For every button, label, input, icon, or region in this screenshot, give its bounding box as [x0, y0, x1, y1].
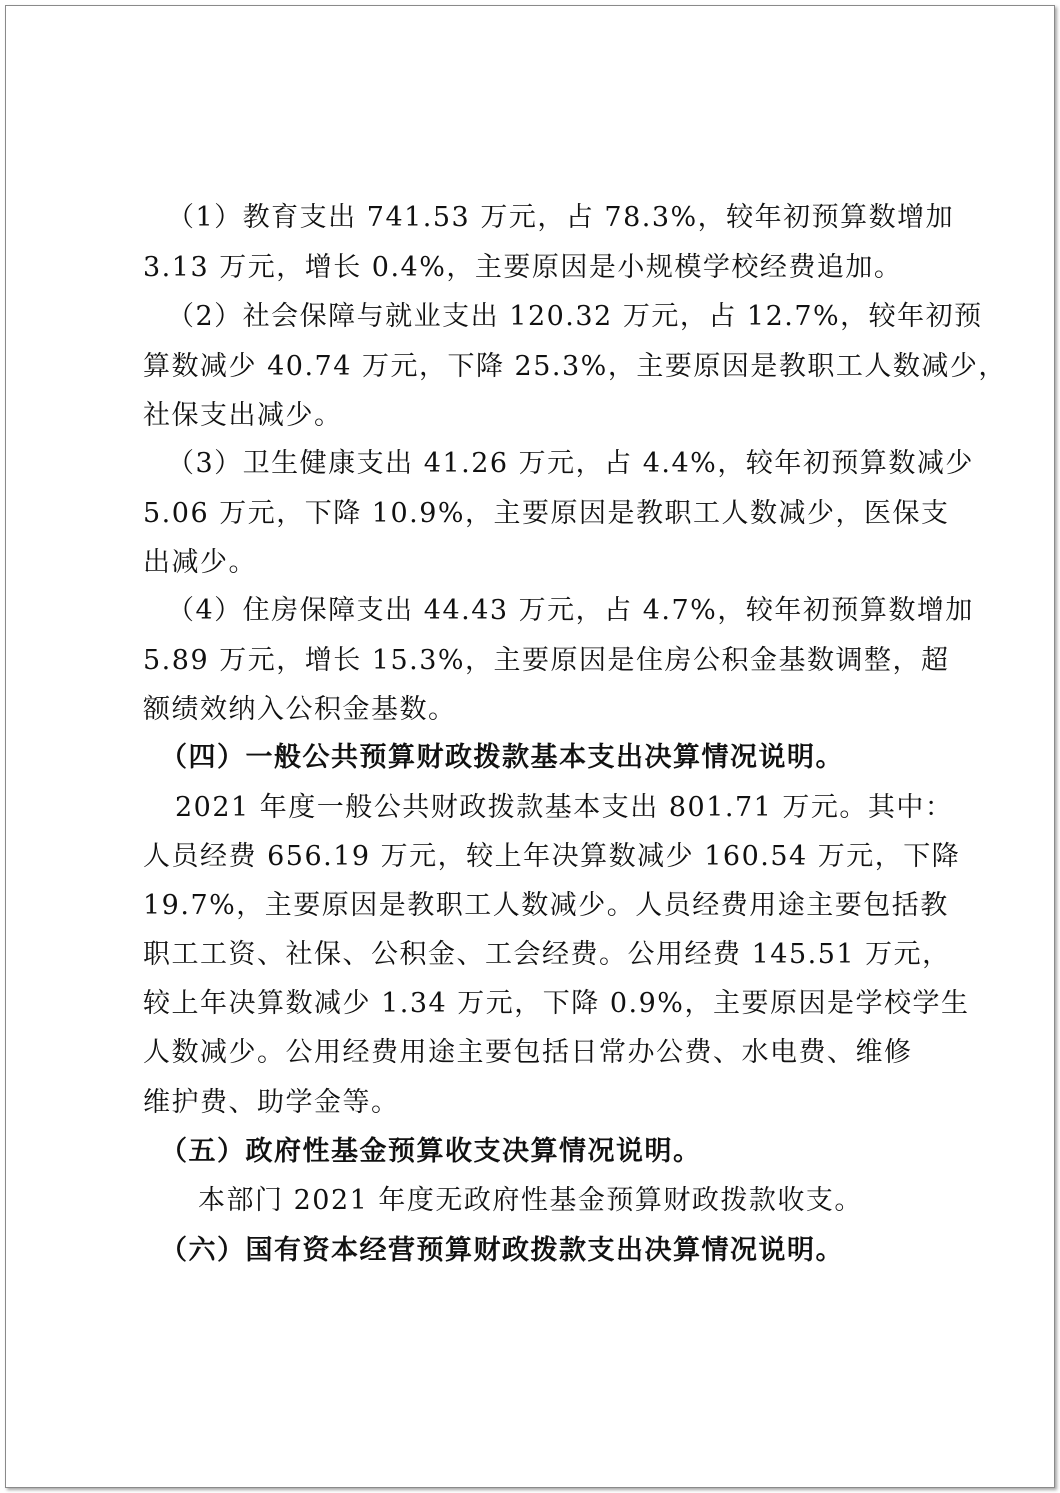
para-basic-expenditure-line-4: 职工工资、社保、公积金、工会经费。公用经费 145.51 万元， — [143, 939, 951, 970]
para-basic-expenditure-line-2: 人员经费 656.19 万元，较上年决算数减少 160.54 万元，下降 — [143, 841, 961, 872]
para-basic-expenditure-line-1: 2021 年度一般公共财政拨款基本支出 801.71 万元。其中： — [175, 792, 954, 823]
section-heading-5: （五）政府性基金预算收支决算情况说明。 — [160, 1136, 702, 1167]
section-heading-6: （六）国有资本经营预算财政拨款支出决算情况说明。 — [160, 1235, 844, 1266]
para-health-line-3: 出减少。 — [143, 547, 257, 578]
para-housing-line-3: 额绩效纳入公积金基数。 — [143, 694, 457, 725]
para-social-security-line-3: 社保支出减少。 — [143, 400, 343, 431]
para-basic-expenditure-line-7: 维护费、助学金等。 — [143, 1087, 400, 1118]
para-housing-line-1: （4）住房保障支出 44.43 万元，占 4.7%，较年初预算数增加 — [167, 595, 974, 626]
para-basic-expenditure-line-6: 人数减少。公用经费用途主要包括日常办公费、水电费、维修 — [143, 1037, 913, 1068]
section-heading-4: （四）一般公共预算财政拨款基本支出决算情况说明。 — [160, 742, 844, 773]
para-health-line-2: 5.06 万元，下降 10.9%，主要原因是教职工人数减少，医保支 — [143, 498, 950, 529]
para-education-line-1: （1）教育支出 741.53 万元，占 78.3%，较年初预算数增加 — [167, 202, 955, 233]
para-basic-expenditure-line-3: 19.7%，主要原因是教职工人数减少。人员经费用途主要包括教 — [143, 890, 949, 921]
para-education-line-2: 3.13 万元，增长 0.4%，主要原因是小规模学校经费追加。 — [143, 252, 903, 283]
para-housing-line-2: 5.89 万元，增长 15.3%，主要原因是住房公积金基数调整，超 — [143, 645, 950, 676]
para-government-fund: 本部门 2021 年度无政府性基金预算财政拨款收支。 — [198, 1185, 863, 1216]
para-social-security-line-1: （2）社会保障与就业支出 120.32 万元，占 12.7%，较年初预 — [167, 301, 983, 332]
para-basic-expenditure-line-5: 较上年决算数减少 1.34 万元，下降 0.9%，主要原因是学校学生 — [143, 988, 970, 1019]
para-social-security-line-2: 算数减少 40.74 万元，下降 25.3%，主要原因是教职工人数减少， — [143, 351, 1007, 382]
para-health-line-1: （3）卫生健康支出 41.26 万元，占 4.4%，较年初预算数减少 — [167, 448, 974, 479]
